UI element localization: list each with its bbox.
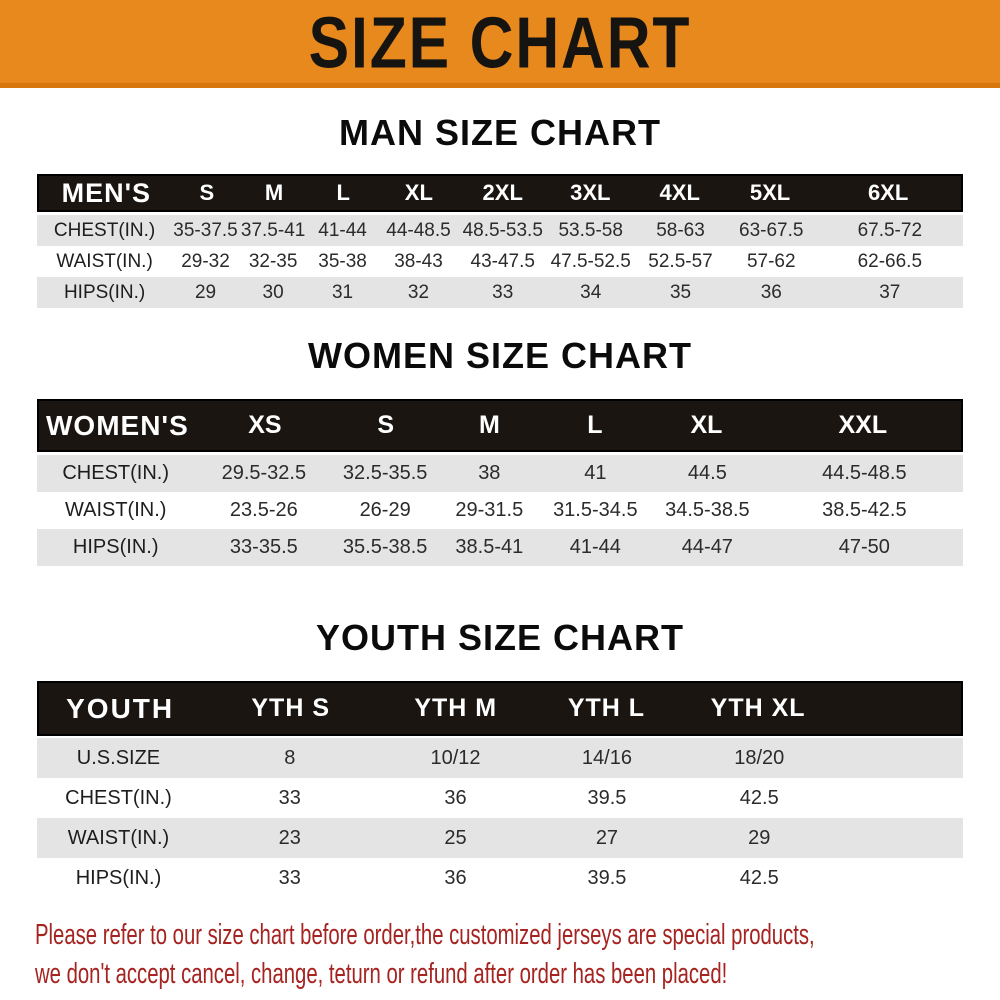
table-header-row <box>37 174 963 212</box>
size-header-cell: YTH L <box>567 694 646 722</box>
measurement-label-cell: CHEST(IN.) <box>62 462 170 484</box>
youth-section-heading: YOUTH SIZE CHART <box>315 617 684 658</box>
size-header-cell: YTH XL <box>710 694 806 722</box>
measurement-row <box>37 818 963 858</box>
measurement-value-cell: 14/16 <box>581 746 632 769</box>
order-notice <box>0 916 1000 994</box>
size-header-cell: XS <box>248 411 282 439</box>
measurement-value-cell: 44.5-48.5 <box>822 462 907 484</box>
measurement-value-cell: 39.5 <box>587 786 627 809</box>
measurement-value-cell: 30 <box>262 281 284 303</box>
table-title-cell: YOUTH <box>66 692 175 724</box>
size-header-cell: S <box>377 411 394 439</box>
measurement-value-cell: 31 <box>331 281 354 303</box>
size-header-cell: 6XL <box>867 180 909 205</box>
man-size-table <box>37 174 963 308</box>
measurement-label-cell: CHEST(IN.) <box>53 219 156 241</box>
measurement-value-cell: 31.5-34.5 <box>553 499 638 521</box>
measurement-label-cell: WAIST(IN.) <box>56 250 153 272</box>
measurement-row <box>37 492 963 529</box>
women-size-section <box>0 334 1000 566</box>
measurement-value-cell: 33 <box>492 281 514 303</box>
measurement-label-cell: U.S.SIZE <box>76 746 161 769</box>
measurement-value-cell: 47.5-52.5 <box>550 250 631 272</box>
measurement-row <box>37 529 963 566</box>
measurement-value-cell: 23.5-26 <box>229 499 298 521</box>
youth-size-table <box>37 681 963 898</box>
measurement-value-cell: 38.5-42.5 <box>822 499 907 521</box>
size-header-cell: M <box>478 411 500 439</box>
measurement-value-cell: 32 <box>407 281 430 303</box>
measurement-row <box>37 215 963 246</box>
measurement-row <box>37 858 963 898</box>
measurement-value-cell: 38 <box>478 462 501 484</box>
measurement-value-cell: 41-44 <box>569 536 621 558</box>
measurement-value-cell: 38.5-41 <box>455 536 524 558</box>
size-header-cell: 5XL <box>749 180 791 205</box>
measurement-value-cell: 10/12 <box>430 746 481 769</box>
measurement-value-cell: 29.5-32.5 <box>221 462 307 484</box>
measurement-value-cell: 25 <box>444 826 467 849</box>
measurement-value-cell: 42.5 <box>739 786 779 809</box>
measurement-label-cell: WAIST(IN.) <box>64 499 167 521</box>
women-section-heading: WOMEN SIZE CHART <box>308 335 692 376</box>
measurement-value-cell: 33 <box>278 786 301 809</box>
measurement-value-cell: 26-29 <box>359 499 411 521</box>
measurement-label-cell: CHEST(IN.) <box>65 786 172 809</box>
women-size-table <box>37 399 963 566</box>
measurement-value-cell: 41-44 <box>318 219 367 241</box>
size-header-cell: M <box>264 180 284 205</box>
measurement-value-cell: 36 <box>760 281 782 303</box>
measurement-value-cell: 52.5-57 <box>648 250 713 272</box>
measurement-value-cell: 67.5-72 <box>857 219 923 241</box>
measurement-value-cell: 38-43 <box>394 250 443 272</box>
measurement-value-cell: 43-47.5 <box>470 250 535 272</box>
measurement-value-cell: 35-37.5 <box>173 219 238 241</box>
measurement-value-cell: 32-35 <box>248 250 298 272</box>
measurement-value-cell: 58-63 <box>656 219 705 241</box>
measurement-value-cell: 39.5 <box>587 866 627 889</box>
measurement-value-cell: 44-48.5 <box>386 219 451 241</box>
measurement-label-cell: WAIST(IN.) <box>67 826 170 849</box>
measurement-label-cell: HIPS(IN.) <box>75 866 162 889</box>
measurement-value-cell: 63-67.5 <box>739 219 804 241</box>
measurement-value-cell: 8 <box>284 746 296 769</box>
size-header-cell: XL <box>690 411 723 439</box>
notice-line-1: Please refer to our size chart before order,the customized jerseys are special products, <box>35 919 815 951</box>
measurement-value-cell: 29 <box>194 281 217 303</box>
measurement-value-cell: 27 <box>595 826 619 849</box>
measurement-value-cell: 48.5-53.5 <box>462 219 543 241</box>
size-header-cell: XL <box>404 180 433 205</box>
measurement-value-cell: 29-32 <box>181 250 230 272</box>
measurement-value-cell: 34 <box>580 281 602 303</box>
size-header-cell: L <box>587 411 603 439</box>
measurement-row <box>37 778 963 818</box>
size-header-cell: YTH M <box>414 694 498 722</box>
measurement-value-cell: 36 <box>444 866 467 889</box>
measurement-value-cell: 35-38 <box>318 250 367 272</box>
table-title-cell: WOMEN'S <box>45 409 189 441</box>
youth-size-section <box>0 616 1000 898</box>
size-header-cell: XXL <box>838 411 888 439</box>
measurement-row <box>37 738 963 778</box>
table-header-row <box>37 399 963 452</box>
measurement-value-cell: 57-62 <box>746 250 796 272</box>
man-section-heading: MAN SIZE CHART <box>339 112 661 153</box>
measurement-value-cell: 29-31.5 <box>455 499 524 521</box>
measurement-value-cell: 41 <box>584 462 607 484</box>
measurement-row <box>37 455 963 492</box>
size-header-cell: 2XL <box>482 180 523 205</box>
measurement-value-cell: 33 <box>278 866 301 889</box>
measurement-value-cell: 35.5-38.5 <box>342 536 428 558</box>
measurement-label-cell: HIPS(IN.) <box>72 536 159 558</box>
measurement-row <box>37 246 963 277</box>
measurement-value-cell: 44.5 <box>687 462 727 484</box>
table-title-cell: MEN'S <box>61 177 152 208</box>
measurement-value-cell: 53.5-58 <box>558 219 623 241</box>
measurement-value-cell: 32.5-35.5 <box>342 462 428 484</box>
measurement-value-cell: 44-47 <box>681 536 733 558</box>
size-header-cell: YTH S <box>251 694 330 722</box>
table-header-row <box>37 681 963 736</box>
measurement-value-cell: 18/20 <box>734 746 785 769</box>
measurement-value-cell: 36 <box>444 786 467 809</box>
notice-line-2: we don't accept cancel, change, teturn or refund after order has been placed! <box>35 958 728 990</box>
man-size-section <box>0 111 1000 308</box>
measurement-value-cell: 37.5-41 <box>240 219 306 241</box>
measurement-value-cell: 29 <box>748 826 771 849</box>
size-header-cell: L <box>336 180 350 205</box>
size-header-cell: 4XL <box>659 180 700 205</box>
size-header-cell: 3XL <box>570 180 611 205</box>
size-header-cell: S <box>199 180 215 205</box>
measurement-value-cell: 37 <box>879 281 901 303</box>
size-chart-banner <box>0 0 1000 88</box>
measurement-label-cell: HIPS(IN.) <box>63 281 146 303</box>
measurement-value-cell: 35 <box>669 281 692 303</box>
banner-title: SIZE CHART <box>308 0 692 83</box>
measurement-value-cell: 47-50 <box>838 536 890 558</box>
measurement-row <box>37 277 963 308</box>
measurement-value-cell: 62-66.5 <box>857 250 923 272</box>
measurement-value-cell: 42.5 <box>739 866 779 889</box>
measurement-value-cell: 33-35.5 <box>229 536 298 558</box>
measurement-value-cell: 23 <box>278 826 301 849</box>
measurement-value-cell: 34.5-38.5 <box>665 499 750 521</box>
